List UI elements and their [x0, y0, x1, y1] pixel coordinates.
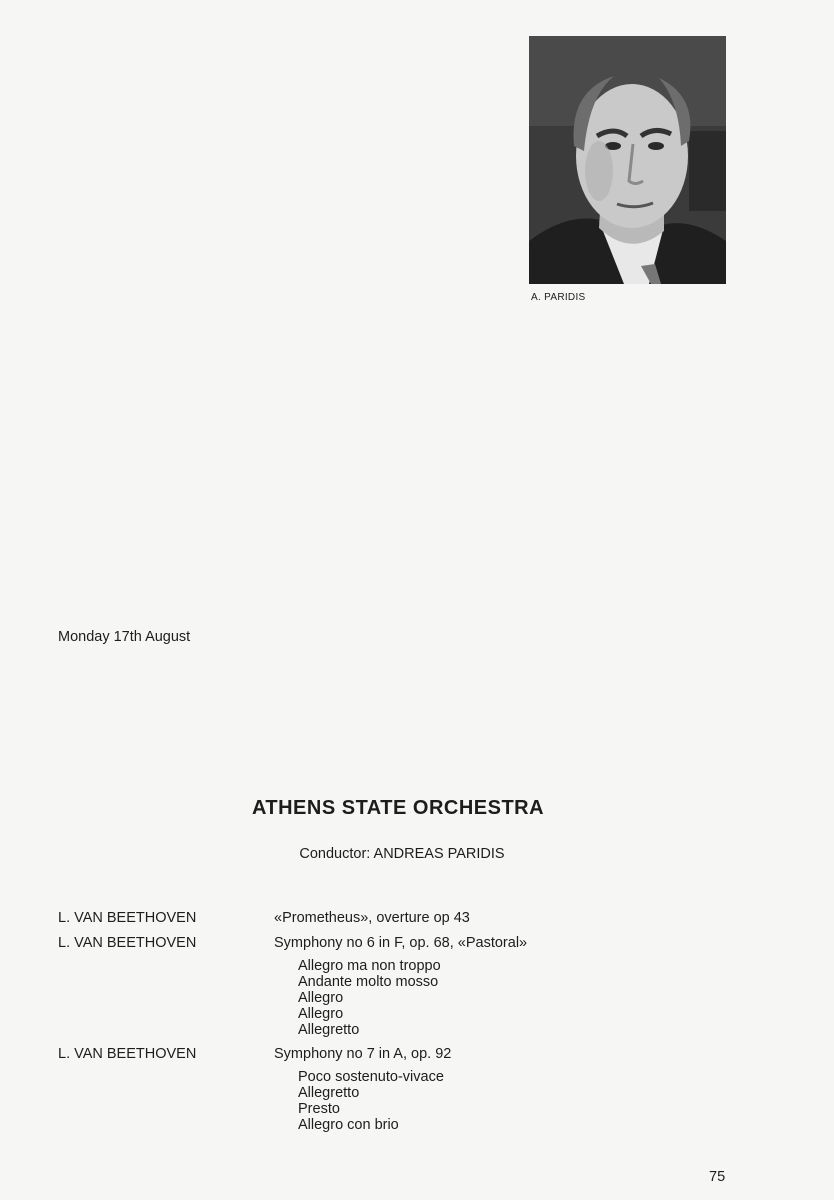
composer-name: L. VAN BEETHOVEN	[58, 1046, 197, 1062]
work-title: Symphony no 6 in F, op. 68, «Pastoral»	[274, 935, 528, 951]
work-block	[274, 1046, 451, 1133]
program-list	[58, 910, 778, 1141]
conductor-line: Conductor: ANDREAS PARIDIS	[299, 846, 505, 862]
work-block	[274, 910, 470, 927]
portrait-photo	[529, 36, 726, 284]
composer-name: L. VAN BEETHOVEN	[58, 910, 197, 926]
movement: Allegro	[298, 1006, 344, 1022]
movement: Allegretto	[298, 1022, 360, 1038]
movement-list	[298, 1069, 451, 1133]
movement: Allegretto	[298, 1085, 360, 1101]
portrait-illustration	[529, 36, 726, 284]
movement: Andante molto mosso	[298, 974, 439, 990]
movement: Allegro	[298, 990, 344, 1006]
work-title: «Prometheus», overture op 43	[274, 910, 470, 926]
photo-caption: A. PARIDIS	[531, 292, 586, 303]
concert-date: Monday 17th August	[58, 629, 191, 645]
program-item	[58, 910, 778, 927]
program-item	[58, 935, 778, 1038]
work-block	[274, 935, 527, 1038]
program-item	[58, 1046, 778, 1133]
page-number: 75	[709, 1169, 726, 1185]
work-title: Symphony no 7 in A, op. 92	[274, 1046, 452, 1062]
movement: Presto	[298, 1101, 340, 1117]
movement: Allegro con brio	[298, 1117, 399, 1133]
movement: Poco sostenuto-vivace	[298, 1069, 444, 1085]
composer-name: L. VAN BEETHOVEN	[58, 935, 197, 951]
movement-list	[298, 958, 527, 1038]
orchestra-title: ATHENS STATE ORCHESTRA	[251, 797, 545, 819]
movement: Allegro ma non troppo	[298, 958, 441, 974]
